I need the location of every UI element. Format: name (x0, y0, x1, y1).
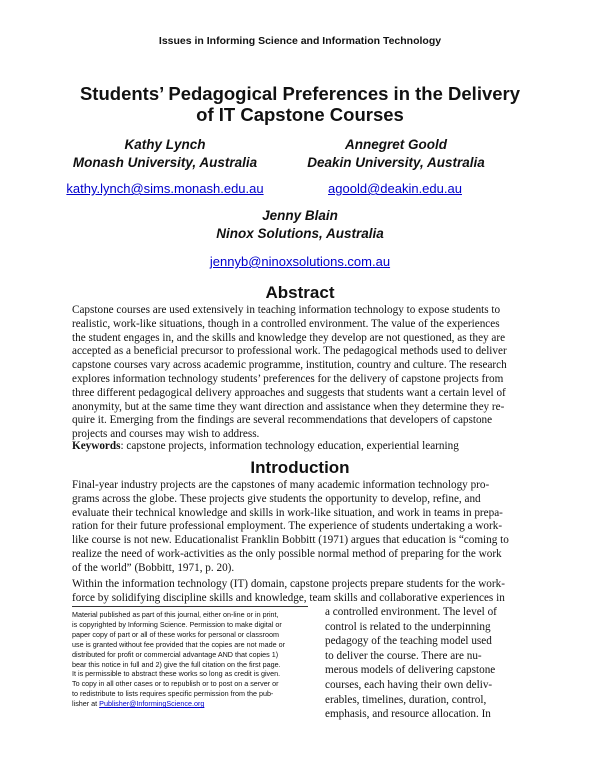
abstract-line: projects and courses may wish to address. (72, 428, 260, 441)
paragraph-line: like course is not new. Educationalist Franklin Bobbitt (1971) argues that education is “coming to (72, 534, 509, 547)
paragraph-line: merous models of delivering capstone (325, 664, 496, 677)
title-line: Students’ Pedagogical Preferences in the Delivery (79, 83, 521, 104)
abstract-line: anonymity, but at the same time they want direction and assistance when they determine they re- (72, 400, 505, 413)
author-block (300, 136, 492, 172)
author-affiliation: Deakin University, Australia (307, 155, 485, 170)
footnote-line: is copyrighted by Informing Science. Permission to make digital or (72, 619, 282, 629)
paragraph-line: to deliver the course. There are nu- (325, 649, 482, 662)
paragraph-line: grams across the globe. These projects give students the opportunity to develop, refine, and (72, 492, 481, 505)
keywords (72, 440, 542, 454)
paper-title (0, 83, 600, 125)
abstract-line: quire it. Emerging from the findings are several recommendations that developers of capstone (72, 414, 493, 427)
author-name: Jenny Blain (262, 208, 338, 223)
footnote-line: to redistribute to lists requires specific permission from the pub- (72, 689, 274, 699)
introduction-paragraph-wrap (325, 605, 545, 722)
footnote-line (72, 699, 312, 709)
paragraph-line: realize the need of work-activities as the only possible normal method of preparing for the work (72, 547, 502, 560)
abstract-line: Capstone courses are used extensively in teaching information technology to expose students to (72, 304, 501, 316)
abstract-heading: Abstract (265, 283, 335, 302)
footnote-line: To copy in all other cases or to republish or to post on a server or (72, 679, 279, 689)
paragraph-line: emphasis, and resource allocation. In (325, 708, 491, 721)
abstract-line: three different pedagogical delivery approaches and suggests that students want a certain level of (72, 386, 506, 399)
author-name: Annegret Goold (345, 137, 447, 152)
keywords-list: : capstone projects, information technology education, experiential learning (120, 440, 459, 452)
footnote-line: Material published as part of this journal, either on-line or in print, (72, 610, 279, 619)
footnote-line: distributed for profit or commercial advantage AND that copies 1) (72, 649, 279, 659)
author-block (70, 136, 260, 172)
introduction-paragraph (72, 578, 542, 606)
introduction-paragraph (72, 479, 542, 576)
title-line: of IT Capstone Courses (196, 104, 404, 125)
footnote-divider (72, 606, 308, 607)
keywords-label: Keywords (72, 440, 121, 452)
paragraph-line: a controlled environment. The level of (325, 606, 497, 618)
paragraph-line: Within the information technology (IT) domain, capstone projects prepare students for the work- (72, 578, 505, 590)
paragraph-line: ration for their future professional employment. The experience of students undertaking a work- (72, 520, 503, 533)
author-affiliation: Ninox Solutions, Australia (216, 226, 384, 241)
footnote-prefix: lisher at (72, 699, 100, 709)
author-block (0, 207, 600, 243)
author-email-link[interactable]: kathy.lynch@sims.monash.edu.au (66, 181, 264, 196)
footnote-line: bear this notice in full and 2) give the full citation on the first page. (72, 659, 281, 669)
author-email-link[interactable]: agoold@deakin.edu.au (328, 181, 462, 196)
abstract-body (72, 304, 542, 442)
paragraph-line: Final-year industry projects are the capstones of many academic information technology pro- (72, 479, 490, 491)
abstract-line: explores information technology students’ preferences for the delivery of capstone projects from (72, 372, 504, 385)
journal-header: Issues in Informing Science and Information Technology (158, 35, 442, 47)
abstract-line: accepted as a beneficial precursor to professional work. The pedagogical methods used to deliver (72, 345, 507, 358)
copyright-footnote (72, 610, 312, 709)
abstract-line: capstone courses vary across academic programme, institution, country and culture. The research (72, 359, 507, 372)
paragraph-line: force by solidifying discipline skills and knowledge, team skills and collaborative experiences in (72, 591, 505, 604)
author-affiliation: Monash University, Australia (72, 155, 258, 170)
paragraph-line: of the world” (Bobbitt, 1971, p. 20). (72, 561, 235, 574)
abstract-line: realistic, work-like situations, though in a controlled environment. The value of the experiences (72, 317, 500, 330)
paragraph-line: evaluate their technical knowledge and skills in work-like situation, and work in teams in prepa- (72, 506, 503, 519)
publisher-email-link[interactable]: Publisher@InformingScience.org (99, 699, 205, 709)
author-name: Kathy Lynch (124, 137, 206, 152)
footnote-line: use is granted without fee provided that the copies are not made or (72, 639, 285, 649)
introduction-heading: Introduction (250, 458, 350, 477)
abstract-line: the student engages in, and the skills and knowledge they develop are not questioned, as they are (72, 331, 506, 344)
footnote-line: paper copy of part or all of these works for personal or classroom (72, 629, 279, 639)
paragraph-line: erables, timelines, duration, control, (325, 693, 487, 706)
author-email-link[interactable]: jennyb@ninoxsolutions.com.au (209, 254, 391, 269)
paragraph-line: courses, each having their own deliv- (325, 678, 493, 691)
paragraph-line: control is related to the underpinning (325, 620, 491, 633)
paragraph-line: pedagogy of the teaching model used (325, 635, 492, 648)
footnote-line: It is permissible to abstract these works so long as credit is given. (72, 669, 281, 679)
